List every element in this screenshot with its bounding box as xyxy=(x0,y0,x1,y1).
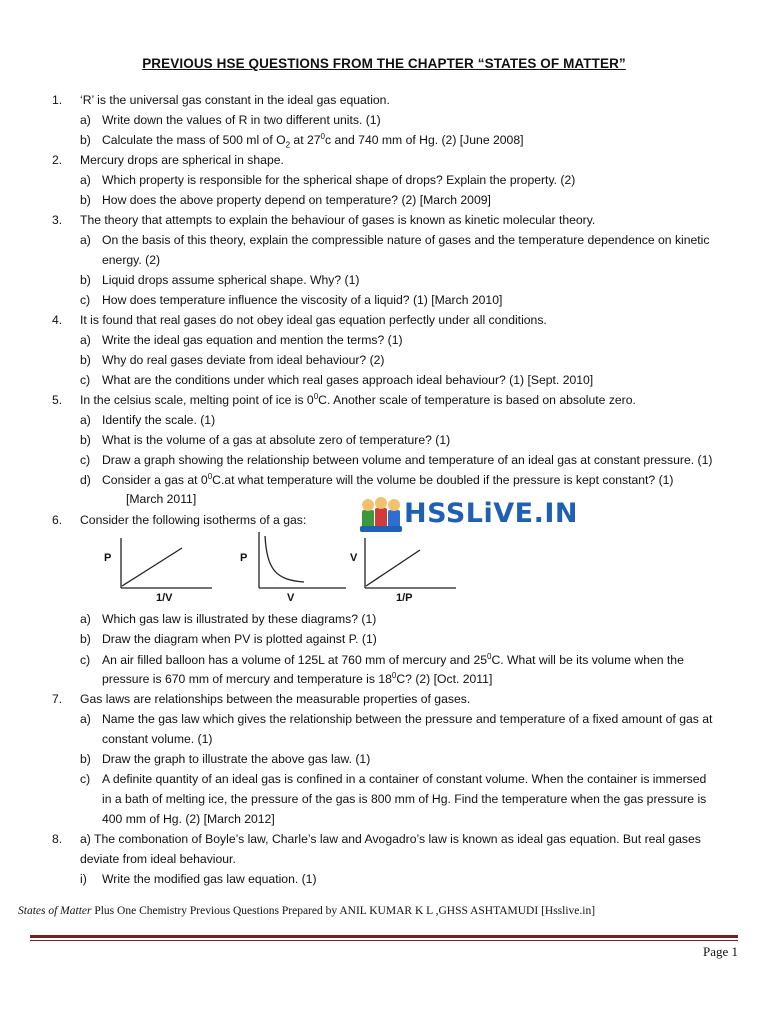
subpart-text: Write the ideal gas equation and mention the terms? (1) xyxy=(102,333,403,347)
subpart-text: Which gas law is illustrated by these diagrams? (1) xyxy=(102,612,377,626)
subpart-label: b) xyxy=(80,133,91,147)
subpart-label: a) xyxy=(80,712,91,726)
page-footer: States of Matter Plus One Chemistry Previous Questions Prepared by ANIL KUMAR K L ,GHSS ASHTAMUDI [Hsslive.in] xyxy=(18,905,596,917)
subpart-label: b) xyxy=(80,433,91,447)
question-number: 1. xyxy=(52,93,63,107)
subpart-text: Identify the scale. (1) xyxy=(102,413,216,427)
question-stem: In the celsius scale, melting point of ice is $0^0C$. Another scale of temperature is based on absolute zero. xyxy=(80,391,636,407)
graph1-y-label: P xyxy=(104,552,112,564)
subpart-text: What is the volume of a gas at absolute zero of temperature? (1) xyxy=(102,433,451,447)
subpart-text: Which property is responsible for the spherical shape of drops? Explain the property. (2) xyxy=(102,173,576,187)
question-stem: Gas laws are relationships between the measurable properties of gases. xyxy=(80,692,471,706)
question-stem: Consider the following isotherms of a gas: xyxy=(80,513,307,527)
question-stem: Mercury drops are spherical in shape. xyxy=(80,153,284,167)
question-number: 5. xyxy=(52,393,63,407)
subpart-label: c) xyxy=(80,293,91,307)
subpart-text: On the basis of this theory, explain the compressible nature of gases and the temperature dependence on kinetic xyxy=(102,233,710,247)
page-number: Page 1 xyxy=(702,944,738,959)
subpart-text: How does temperature influence the viscosity of a liquid? (1) [March 2010] xyxy=(102,293,503,307)
graph1-isotherm xyxy=(118,538,214,592)
subpart-text: Name the gas law which gives the relationship between the pressure and temperature of a fixed amount of gas at xyxy=(102,712,713,726)
subpart-label: b) xyxy=(80,193,91,207)
subpart-label: a) xyxy=(80,113,91,127)
subpart-label: b) xyxy=(80,752,91,766)
subpart-label: c) xyxy=(80,453,91,467)
subpart-label: i) xyxy=(80,872,87,886)
subpart-label: d) xyxy=(80,473,91,487)
subpart-label: b) xyxy=(80,353,91,367)
subpart-text-continued: constant volume. (1) xyxy=(102,732,213,746)
subpart-label: a) xyxy=(80,612,91,626)
graph2-isotherm xyxy=(256,532,348,592)
subpart-label: c) xyxy=(80,772,91,786)
question-number: 7. xyxy=(52,692,63,706)
subpart-label: a) xyxy=(80,413,91,427)
subpart-label: a) xyxy=(80,333,91,347)
graph3-y-label: V xyxy=(350,552,358,564)
footer-rule-thick xyxy=(30,935,738,938)
subpart-text-continued: in a bath of melting ice, the pressure of the gas is 800 mm of Hg. Find the temperature when the gas pressure is xyxy=(102,792,707,806)
question-number: 2. xyxy=(52,153,63,167)
subpart-text: Write the modified gas law equation. (1) xyxy=(102,872,317,886)
subpart-text: Draw the diagram when PV is plotted against P. (1) xyxy=(102,632,377,646)
subpart-text-continued: pressure is 670 mm of mercury and temperature is $18^0C$? (2) [Oct. 2011] xyxy=(102,670,493,686)
subpart-text: Draw a graph showing the relationship between volume and temperature of an ideal gas at constant pressure. (1) xyxy=(102,453,713,467)
subpart-label: c) xyxy=(80,373,91,387)
subpart-text: Draw the graph to illustrate the above gas law. (1) xyxy=(102,752,371,766)
subpart-text-continued: [March 2011] xyxy=(126,492,197,506)
subpart-text: How does the above property depend on temperature? (2) [March 2009] xyxy=(102,193,491,207)
subpart-text: Consider a gas at $0^0C.at$ what temperature will the volume be doubled if the pressure is kept constant? (1) xyxy=(102,471,674,487)
subpart-label: a) xyxy=(80,233,91,247)
logo-text: HSSLiVE.IN xyxy=(404,498,578,529)
subpart-label: b) xyxy=(80,632,91,646)
subpart-text: A definite quantity of an ideal gas is confined in a container of constant volume. When the container is immersed xyxy=(102,772,707,786)
question-stem: ‘R’ is the universal gas constant in the ideal gas equation. xyxy=(80,93,390,107)
subpart-text: What are the conditions under which real gases approach ideal behaviour? (1) [Sept. 2010] xyxy=(102,373,594,387)
subpart-text: Liquid drops assume spherical shape. Why? (1) xyxy=(102,273,360,287)
question-number: 3. xyxy=(52,213,63,227)
graph1-x-label: 1/V xyxy=(156,592,173,604)
question-number: 4. xyxy=(52,313,63,327)
graph2-y-label: P xyxy=(240,552,248,564)
subpart-text: Why do real gases deviate from ideal behaviour? (2) xyxy=(102,353,385,367)
hsslive-logo xyxy=(360,496,578,536)
footer-rule-thin xyxy=(30,940,738,941)
question-number: 8. xyxy=(52,832,63,846)
subpart-text: a) The combonation of Boyle’s law, Charle’s law and Avogadro’s law is known as ideal gas equation. But real gases xyxy=(80,832,701,846)
question-stem: The theory that attempts to explain the behaviour of gases is known as kinetic molecular theory. xyxy=(80,213,596,227)
subpart-label: b) xyxy=(80,273,91,287)
graph2-x-label: V xyxy=(287,592,295,604)
subpart-text: Calculate the mass of 500 ml of $O_2$ at $27^0c$ and 740 mm of Hg. (2) [June 2008] xyxy=(102,131,524,150)
page-title: PREVIOUS HSE QUESTIONS FROM THE CHAPTER “STATES OF MATTER” xyxy=(142,56,626,71)
subpart-text-continued: energy. (2) xyxy=(102,253,161,267)
subpart-label: c) xyxy=(80,653,91,667)
subpart-label: a) xyxy=(80,173,91,187)
question-number: 6. xyxy=(52,513,63,527)
subpart-text: Write down the values of R in two different units. (1) xyxy=(102,113,381,127)
logo-mascot-icon xyxy=(360,496,402,534)
graph3-isotherm xyxy=(362,538,458,592)
subpart-text-continued: 400 mm of Hg. (2) [March 2012] xyxy=(102,812,275,826)
subpart-text: An air filled balloon has a volume of 125L at 760 mm of mercury and $25^0C$. What will be its volume when the xyxy=(102,651,684,667)
question-stem: It is found that real gases do not obey ideal gas equation perfectly under all conditions. xyxy=(80,313,547,327)
graph3-x-label: 1/P xyxy=(396,592,413,604)
subpart-text-continued: deviate from ideal behaviour. xyxy=(80,852,236,866)
